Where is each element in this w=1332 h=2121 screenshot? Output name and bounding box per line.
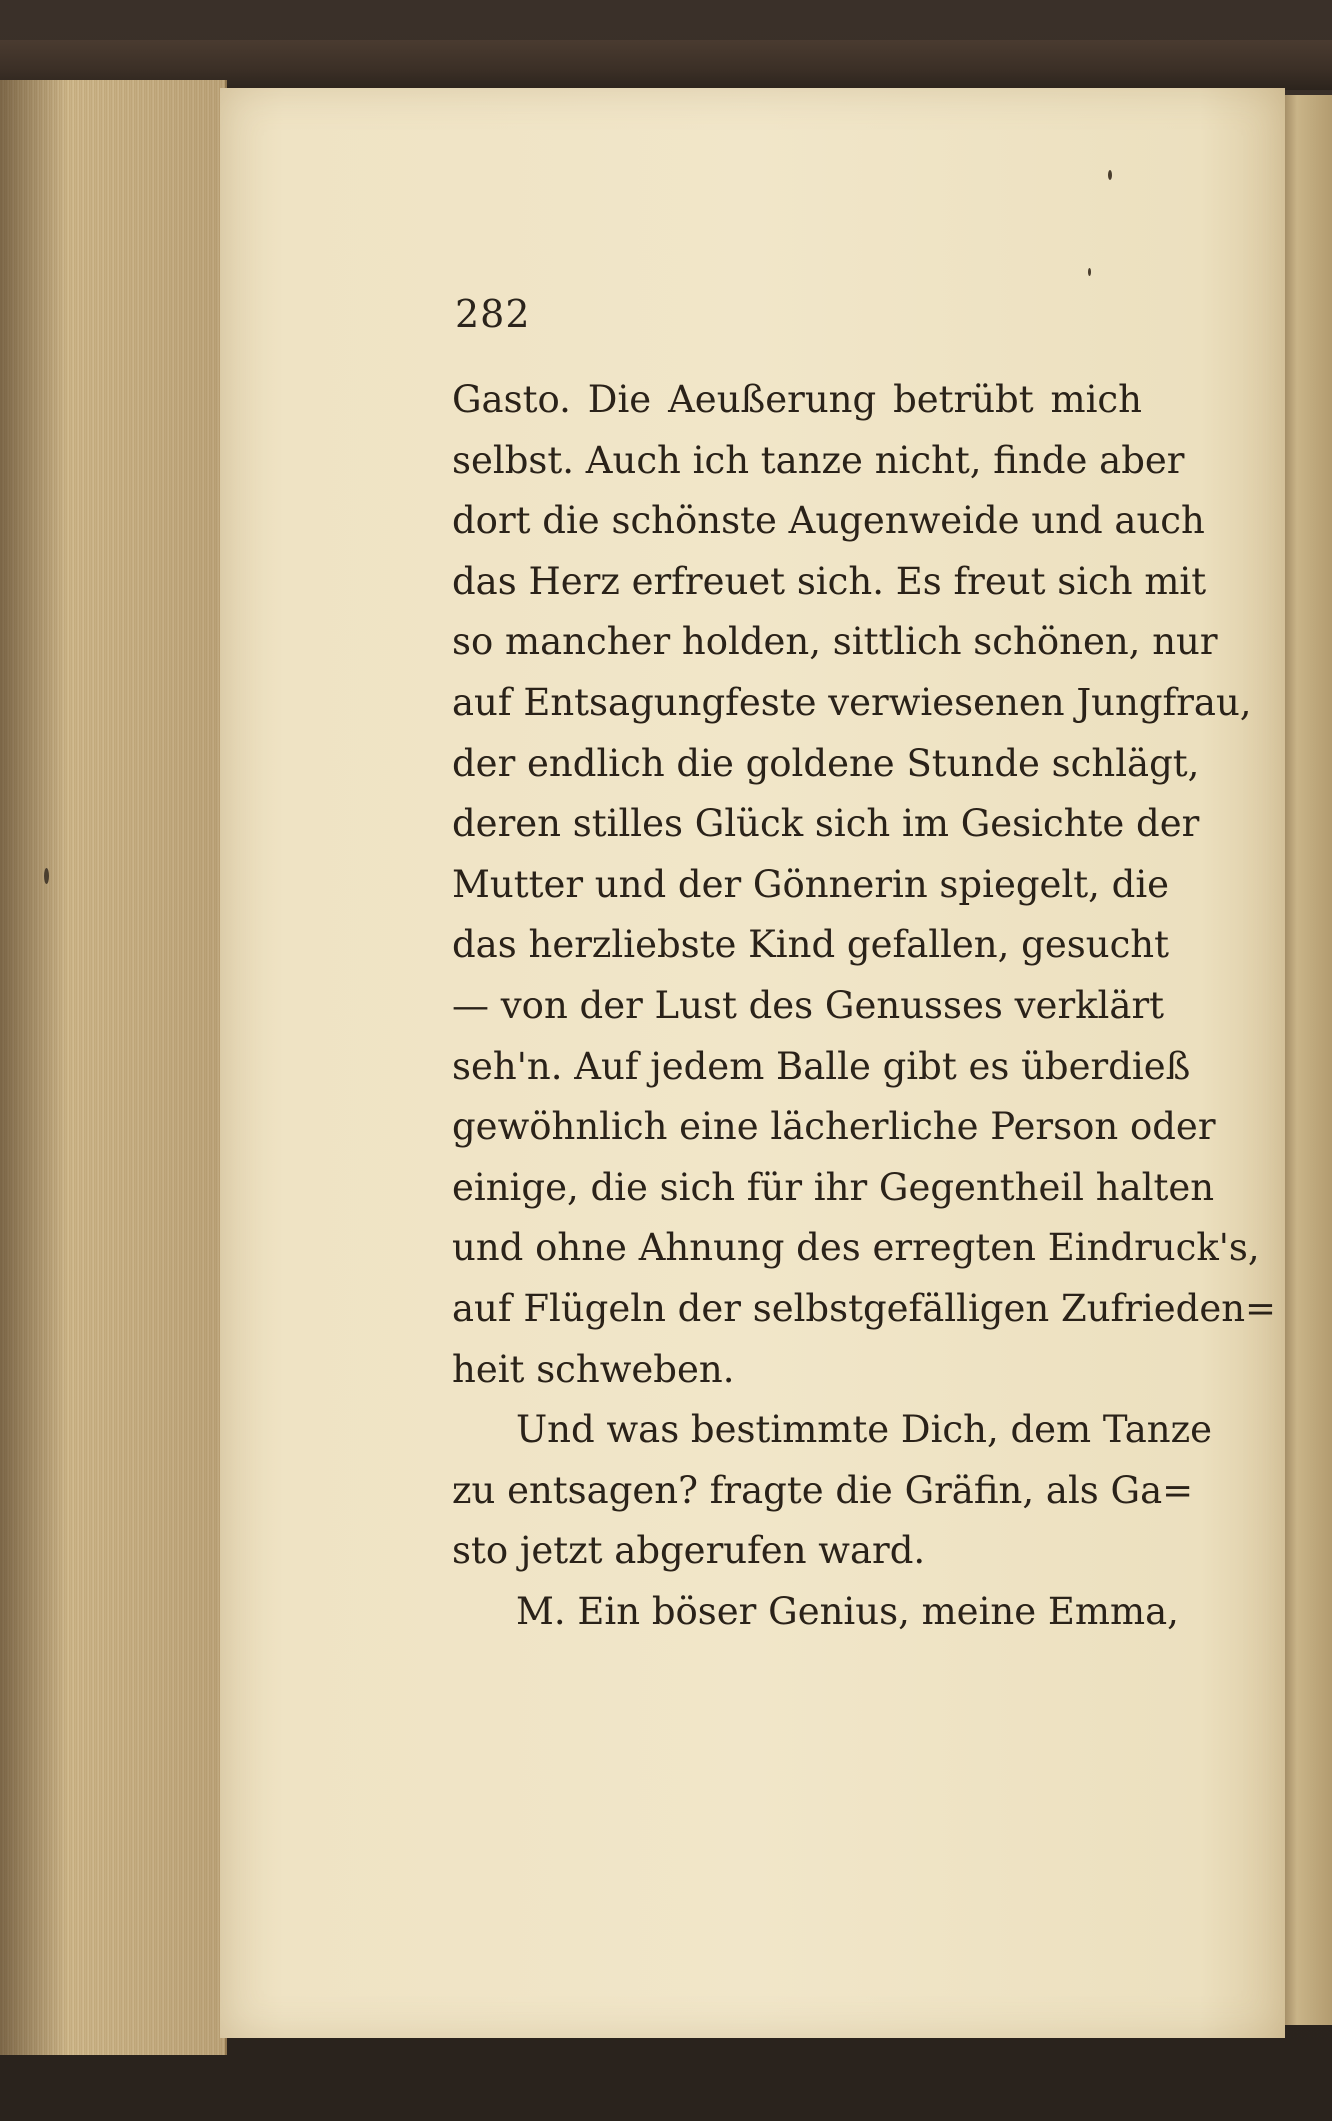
- text-line: auf Entsagungfeste verwiesenen Jungfrau,: [452, 680, 1252, 724]
- text-line: Gasto. Die Aeußerung betrübt mich: [452, 378, 1142, 421]
- paper-speck: [1108, 170, 1112, 180]
- text-line: deren stilles Glück sich im Gesichte der: [452, 802, 1200, 846]
- text-line: heit schweben.: [452, 1347, 735, 1391]
- text-line: das herzliebste Kind gefallen, gesucht: [452, 923, 1169, 967]
- text-line: selbst. Auch ich tanze nicht, finde aber: [452, 438, 1185, 482]
- page-number: 282: [455, 292, 531, 336]
- text-line: und ohne Ahnung des erregten Eindruck's,: [452, 1226, 1260, 1270]
- text-line: der endlich die goldene Stunde schlägt,: [452, 741, 1200, 785]
- text-line: Mutter und der Gönnerin spiegelt, die: [452, 862, 1170, 906]
- text-line: — von der Lust des Genusses verklärt: [452, 983, 1164, 1027]
- page-stack-edge: [0, 80, 227, 2055]
- text-line: das Herz erfreuet sich. Es freut sich mit: [452, 559, 1207, 603]
- facing-page-edge: [1282, 95, 1332, 2025]
- text-line: sto jetzt abgerufen ward.: [452, 1529, 926, 1573]
- text-line: so mancher holden, sittlich schönen, nur: [452, 620, 1218, 664]
- text-line: dort die schönste Augenweide und auch: [452, 499, 1205, 543]
- paper-speck: [1088, 268, 1091, 276]
- text-line: M. Ein böser Genius, meine Emma,: [516, 1589, 1179, 1633]
- paper-speck: [44, 868, 49, 884]
- text-line: gewöhnlich eine lächerliche Person oder: [452, 1105, 1216, 1149]
- text-line: einige, die sich für ihr Gegentheil halten: [452, 1165, 1215, 1209]
- page-text: [452, 370, 1277, 1642]
- text-line: auf Flügeln der selbstgefälligen Zufrieden=: [452, 1286, 1277, 1330]
- text-line: seh'n. Auf jedem Balle gibt es überdieß: [452, 1044, 1191, 1088]
- text-line: Und was bestimmte Dich, dem Tanze: [516, 1408, 1212, 1452]
- text-line: zu entsagen? fragte die Gräfin, als Ga=: [452, 1468, 1194, 1512]
